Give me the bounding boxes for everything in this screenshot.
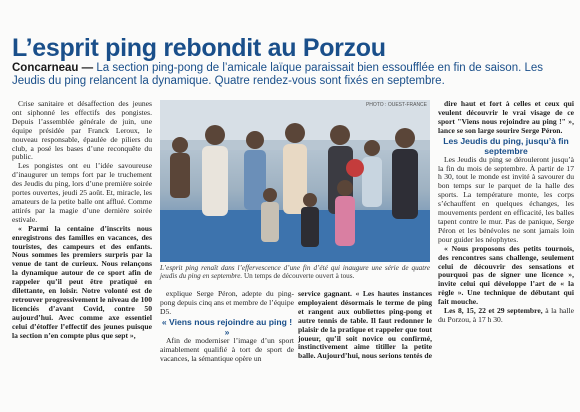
paragraph: explique Serge Péron, adepte du ping-pong depuis cinq ans et membre de l’équipe D5. (160, 289, 294, 316)
dateline: Concarneau — (12, 62, 94, 74)
event-dates-bold: Les 8, 15, 22 et 29 septembre, (444, 306, 543, 316)
column-1 (12, 100, 152, 340)
paragraph: « Nous proposons des petits tournois, des rencontres sans challenge, seulement celui de découvrir des sensations et pourquoi pas de signer une licence », invite celui qui développe l’art de « la règle ». Une technique de débutant qui fait mouche. (438, 243, 574, 307)
column-4 (438, 100, 574, 325)
photo-caption (160, 264, 430, 281)
paragraph: Les pongistes ont eu l’idée savoureuse d’inaugurer un temps fort par le truchement des Jeudis du ping, lors d’une première soirée portes ouvertes, jeudi 25 août. Et, miracle, les amateurs de la petite balle ont afflué. Comme attirés par la magie d’une dernière soirée estivale. (12, 161, 152, 224)
article-photo (160, 100, 430, 262)
photo-illustration (160, 100, 430, 262)
paragraph: service gagnant. « Les hautes instances employaient désormais le terme de ping et rangent aux oubliettes ping-pong et autre tennis de table. Il faut redonner le plaisir de la pratique et rappeler que tout joueur, qu’il soit novice ou confirmé, instinctivement aime titiller la petite balle. Aujourd’hui, nous serions tentés de (298, 289, 432, 361)
lede-text: La section ping-pong de l’amicale laïque paraissait bien essoufflée en fin de saison. Les Jeudis du ping relancent la dynamique. Quatre rendez-vous sont fixés en septembre. (12, 62, 544, 87)
event-location: à la halle du Porzou, à 17 h 30. (438, 306, 574, 324)
photo-credit: PHOTO : OUEST-FRANCE (365, 102, 427, 108)
caption-tail: Un temps de découverte ouvert à tous. (242, 272, 355, 281)
section-heading: « Viens nous rejoindre au ping ! » (161, 316, 293, 337)
event-dates (438, 307, 574, 325)
article-lede (12, 62, 568, 88)
paragraph: « Parmi la centaine d’inscrits nous enregistrons des familles en vacances, des touristes, des campeurs et des enfants. Nous sommes les premiers surpris par la venue de tant de curieux. Nous relançons la dynamique autour de ce sport afin de rappeler qu’il peut être pratiqué en dilettante, en loisir. Notre volonté est de retrouver progressivement le niveau de 100 licenciés d’avant Covid, contre 50 aujourd’hui. Avec comme axe essentiel celui d’étoffer l’effectif des jeunes puisque la section n’en compte plus que sept », (12, 223, 152, 340)
paragraph: Afin de moderniser l’image d’un sport aimablement qualifié à tort de sport de vacances, la sémantique opère un (160, 335, 294, 363)
paragraph: Les Jeudis du ping se dérouleront jusqu’à la fin du mois de septembre. À partir de 17 h 30, tout le monde est invité à savourer du bon temps sur le parquet de la halle des sports. La température monte, les corps s’échauffent en quelques échanges, les mouvements perdent en efficacité, les balles tapent contre le mur. Pas de panique, Serge Péron et les bénévoles ne sont jamais loin pour guider les néophytes. (438, 154, 574, 244)
caption-text: L’esprit ping renaît dans l’effervescence d’une fin d’été qui inaugure une série de quatre jeudis du ping en septembre. (160, 264, 430, 281)
column-3 (298, 290, 432, 361)
article-title: L’esprit ping rebondit au Porzou (12, 34, 386, 62)
paragraph: dire haut et fort à celles et ceux qui veulent découvrir le vrai visage de ce sport "Viens nous rejoindre au ping !" », lance se son large sourire Serge Péron. (438, 99, 574, 135)
column-2 (160, 290, 294, 363)
paragraph: Crise sanitaire et désaffection des jeunes ont siphonné les effectifs des pongistes. Depuis l’assemblée générale de juin, une équipe présidée par Franck Leroux, le nouveau responsable, épaulée de piliers du club, a posé les bases d’une reconquête du public. (12, 99, 152, 162)
section-heading: Les Jeudis du ping, jusqu’à fin septembre (443, 135, 569, 156)
